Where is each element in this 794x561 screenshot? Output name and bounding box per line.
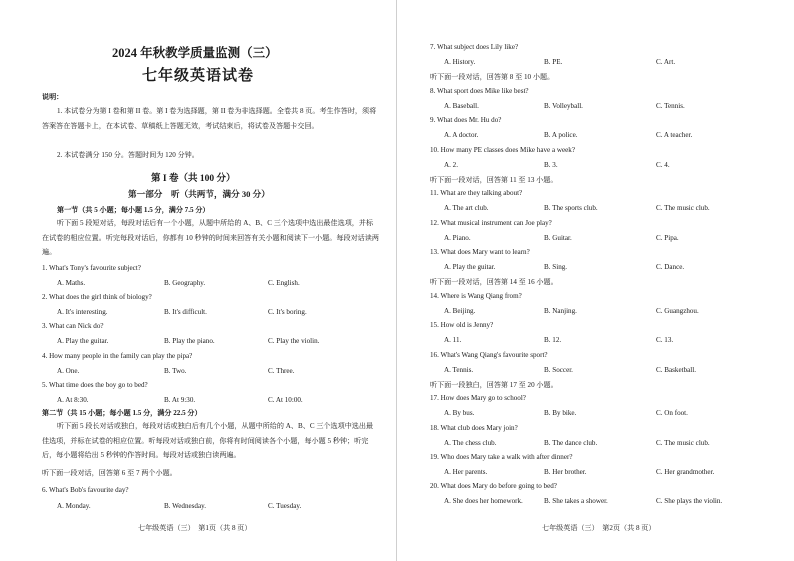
page-footer: 七年级英语（三） 第1页（共 8 页） [138, 524, 252, 532]
option-c: C. On foot. [656, 409, 688, 418]
option-a: A. 11. [444, 336, 462, 345]
question-text: 1. What's Tony's favourite subject? [42, 264, 141, 272]
option-c: C. Three. [268, 366, 295, 375]
option-a: A. It's interesting. [57, 308, 108, 317]
option-c: C. Play the violin. [268, 337, 320, 346]
section-2-heading: 第二节（共 15 小题；每小题 1.5 分，满分 22.5 分） [42, 409, 202, 417]
section-2-directions: 听下面 5 段长对话或独白，每段对话或独白后有几个小题，从题中所给的 A、B、C 三个选项中选出最佳选项，并标在试卷的相应位置。听每段对话或独白前，你将有时间阅读各个小题，每小题 5 秒钟；听完后，每小题将给出 5 秒钟的作答时间。每段对话或独白读两遍。 [42, 422, 374, 460]
option-a: A. Her parents. [444, 468, 488, 476]
option-b: B. She takes a shower. [544, 497, 608, 506]
option-c: C. At 10:00. [268, 395, 303, 404]
option-c: C. It's boring. [268, 308, 307, 317]
option-b: B. The dance club. [544, 438, 598, 447]
right-page [398, 0, 794, 561]
option-c: C. Guangzhou. [656, 306, 699, 315]
question-text: 7. What subject does Lily like? [430, 43, 519, 51]
question-text: 6. What's Bob's favourite day? [42, 486, 129, 494]
option-c: C. Tennis. [656, 101, 685, 110]
option-c: C. The music club. [656, 438, 710, 447]
instruction-1: 1. 本试卷分为第 I 卷和第 II 卷。第 I 卷为选择题，第 II 卷为非选择题。全卷共 8 页。考生作答时，须将答案答在答题卡上，在本试卷、草稿纸上答题无效，考试结束后，将试卷及答题卡交回。 [42, 107, 377, 130]
option-a: A. Beijing. [444, 306, 476, 315]
listening-instruction: 听下面一段对话，回答第 6 至 7 两个小题。 [42, 469, 177, 477]
option-a: A. Monday. [57, 502, 91, 510]
option-c: C. Art. [656, 58, 676, 66]
option-a: A. At 8:30. [57, 395, 89, 404]
question-text: 18. What club does Mary join? [430, 423, 518, 432]
option-a: A. By bus. [444, 409, 475, 418]
question-text: 5. What time does the boy go to bed? [42, 380, 148, 389]
option-c: C. A teacher. [656, 131, 693, 140]
question-text: 20. What does Mary do before going to bed? [430, 482, 557, 491]
option-a: A. The art club. [444, 204, 489, 213]
question-text: 19. Who does Mary take a walk with after dinner? [430, 453, 573, 461]
option-b: B. 12. [544, 336, 562, 345]
page-divider [396, 0, 397, 561]
option-a: A. Play the guitar. [57, 337, 109, 346]
question-text: 9. What does Mr. Hu do? [430, 116, 502, 125]
option-c: C. The music club. [656, 204, 710, 213]
option-b: B. Play the piano. [164, 337, 215, 346]
option-c: C. She plays the violin. [656, 497, 723, 506]
question-text: 3. What can Nick do? [42, 322, 104, 331]
option-b: B. PE. [544, 58, 563, 66]
part-1-heading: 第一部分 听（共两节，满分 30 分） [128, 189, 270, 199]
question-text: 15. How old is Jenny? [430, 321, 494, 330]
option-a: A. 2. [444, 160, 458, 169]
option-a: A. History. [444, 58, 476, 66]
option-a: A. Tennis. [444, 365, 474, 374]
option-b: B. It's difficult. [164, 308, 207, 317]
option-c: C. Basketball. [656, 365, 696, 374]
listening-instruction: 听下面一段独白，回答第 17 至 20 小题。 [430, 380, 558, 389]
exam-title-line2: 七年级英语试卷 [142, 68, 255, 84]
option-a: A. Maths. [57, 279, 86, 287]
option-c: C. Pipa. [656, 233, 679, 242]
option-c: C. Dance. [656, 263, 685, 271]
option-a: A. Piano. [444, 233, 471, 242]
option-c: C. 4. [656, 160, 670, 169]
option-b: B. At 9:30. [164, 395, 196, 404]
option-b: B. Guitar. [544, 233, 572, 242]
listening-instruction: 听下面一段对话，回答第 11 至 13 小题。 [430, 175, 558, 184]
option-b: B. Wednesday. [164, 502, 206, 510]
option-a: A. She does her homework. [444, 497, 523, 506]
option-a: A. Play the guitar. [444, 263, 496, 271]
page-footer: 七年级英语（三） 第2页（共 8 页） [542, 524, 656, 532]
question-text: 4. How many people in the family can play the pipa? [42, 351, 193, 360]
exam-title-line1: 2024 年秋教学质量监测（三） [112, 46, 278, 60]
option-b: B. The sports club. [544, 204, 598, 213]
option-c: C. 13. [656, 336, 674, 345]
option-b: B. 3. [544, 160, 558, 169]
option-b: B. Geography. [164, 279, 206, 287]
question-text: 13. What does Mary want to learn? [430, 248, 530, 256]
option-b: B. Soccer. [544, 365, 573, 374]
question-text: 2. What does the girl think of biology? [42, 293, 152, 302]
instructions-label: 说明： [42, 93, 64, 101]
section-1-heading: 第一节（共 5 小题；每小题 1.5 分，满分 7.5 分） [57, 206, 210, 214]
option-b: B. Two. [164, 366, 187, 375]
listening-instruction: 听下面一段对话，回答第 14 至 16 小题。 [430, 278, 558, 287]
option-b: B. Sing. [544, 263, 568, 271]
section-1-directions: 听下面 5 段短对话，每段对话后有一个小题，从题中所给的 A、B、C 三个选项中选出最佳选项，并标在试卷的相应位置。听完每段对话后，你都有 10 秒钟的时间来回答有关小题和阅读下一小题。每段对话读两遍。 [42, 219, 379, 257]
question-text: 8. What sport does Mike like best? [430, 86, 529, 95]
option-b: B. Her brother. [544, 468, 587, 476]
option-a: A. One. [57, 366, 80, 375]
option-b: B. By bike. [544, 409, 577, 418]
option-c: C. English. [268, 279, 300, 287]
question-text: 17. How does Mary go to school? [430, 394, 526, 403]
option-c: C. Her grandmother. [656, 468, 715, 476]
question-text: 11. What are they talking about? [430, 189, 523, 198]
volume-1-heading: 第 I 卷（共 100 分） [151, 174, 236, 184]
option-b: B. Nanjing. [544, 306, 577, 315]
question-text: 14. Where is Wang Qiang from? [430, 291, 522, 300]
option-a: A. Baseball. [444, 101, 479, 110]
listening-instruction: 听下面一段对话，回答第 8 至 10 小题。 [430, 73, 555, 82]
option-b: B. Volleyball. [544, 101, 583, 110]
left-page [0, 0, 396, 561]
option-a: A. The chess club. [444, 438, 497, 447]
question-text: 12. What musical instrument can Joe play? [430, 218, 552, 227]
question-text: 10. How many PE classes does Mike have a week? [430, 145, 575, 154]
question-text: 16. What's Wang Qiang's favourite sport? [430, 350, 548, 359]
option-a: A. A doctor. [444, 131, 479, 140]
instruction-2: 2. 本试卷满分 150 分。答题时间为 120 分钟。 [57, 151, 199, 159]
option-b: B. A police. [544, 131, 578, 140]
option-c: C. Tuesday. [268, 502, 302, 510]
